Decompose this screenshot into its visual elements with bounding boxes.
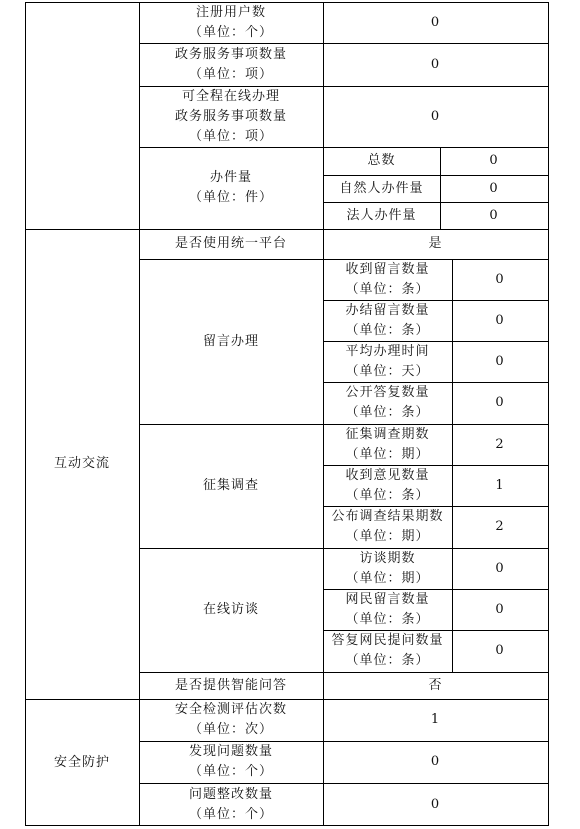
messages-label: 留言办理 <box>202 333 259 349</box>
table-border <box>139 741 549 742</box>
survey-periods-label: 征集调查期数 （单位：期） <box>345 426 430 462</box>
survey-results-value: 2 <box>495 519 505 534</box>
handling-total-label: 总数 <box>367 153 396 168</box>
table-border <box>25 2 26 826</box>
table-border <box>139 783 549 784</box>
registered-users-label: 注册用户数 （单位：个） <box>188 4 273 40</box>
service-items-value: 0 <box>430 56 441 72</box>
table-border <box>25 229 549 230</box>
messages-public-value: 0 <box>495 395 505 410</box>
registered-users-value: 0 <box>430 14 441 30</box>
table-border <box>139 424 549 425</box>
table-border <box>139 147 549 148</box>
table-border <box>139 43 549 44</box>
table-border <box>139 548 549 549</box>
section-security-label: 安全防护 <box>53 754 110 770</box>
interview-periods-label: 访谈期数 （单位：期） <box>345 550 430 586</box>
messages-received-value: 0 <box>495 271 505 287</box>
table-border <box>323 589 549 590</box>
interview-messages-label: 网民留言数量 （单位：条） <box>345 591 430 627</box>
security-found-value: 0 <box>430 754 441 769</box>
security-eval-value: 1 <box>430 712 441 727</box>
survey-periods-value: 2 <box>495 436 505 452</box>
table-border <box>323 465 549 466</box>
section-interaction: 互动交流 <box>53 456 110 471</box>
unified-platform-label: 是否使用统一平台 <box>174 236 287 251</box>
handling-total-value: 0 <box>489 153 499 168</box>
messages-avg-time-value: 0 <box>495 353 505 369</box>
table-border <box>323 506 549 507</box>
security-fixed-label: 问题整改数量 （单位：个） <box>188 786 273 822</box>
service-items-label: 政务服务事项数量 （单位：项） <box>174 46 287 82</box>
handling-natural-label: 自然人办件量 <box>339 180 424 196</box>
online-items-value: 0 <box>430 108 441 124</box>
security-fixed-value: 0 <box>430 796 441 812</box>
table-border <box>139 2 140 826</box>
handling-label: 办件量 （单位：件） <box>188 170 273 205</box>
messages-avg-time-label: 平均办理时间 （单位：天） <box>345 343 430 379</box>
interview-messages-value: 0 <box>495 601 505 617</box>
messages-received-label: 收到留言数量 （单位：条） <box>345 261 430 297</box>
table-border <box>139 259 549 260</box>
table-border <box>139 672 549 673</box>
interview-answers-label: 答复网民提问数量 （单位：条） <box>331 633 444 668</box>
table-border <box>323 300 549 301</box>
table-border <box>323 630 549 631</box>
interview-label: 在线访谈 <box>202 602 259 617</box>
survey-opinions-value: 1 <box>495 477 505 493</box>
interview-answers-value: 0 <box>495 643 505 658</box>
survey-label: 征集调查 <box>202 478 259 493</box>
smart-qa-label: 是否提供智能问答 <box>174 677 287 693</box>
table-border <box>323 341 549 342</box>
table-border <box>25 699 549 700</box>
messages-concluded-value: 0 <box>495 312 505 328</box>
messages-public-label: 公开答复数量 （单位：条） <box>345 385 430 420</box>
handling-legal-value: 0 <box>489 207 499 223</box>
interview-periods-value: 0 <box>495 560 505 576</box>
table-border <box>25 825 549 826</box>
table-border <box>323 175 549 176</box>
smart-qa-value: 否 <box>428 677 443 693</box>
table-border <box>323 2 324 826</box>
table-border <box>139 86 549 87</box>
handling-legal-label: 法人办件量 <box>346 207 417 223</box>
table-border <box>440 147 441 229</box>
survey-opinions-label: 收到意见数量 （单位：条） <box>345 467 430 503</box>
messages-concluded-label: 办结留言数量 （单位：条） <box>345 302 430 338</box>
table-border <box>25 2 549 3</box>
security-eval-label: 安全检测评估次数 （单位：次） <box>174 702 287 737</box>
unified-platform-value: 是 <box>428 236 443 251</box>
survey-results-label: 公布调查结果期数 （单位：期） <box>331 509 444 544</box>
table-border <box>323 382 549 383</box>
table-border <box>548 2 549 826</box>
online-items-label: 可全程在线办理 政务服务事项数量 （单位：项） <box>174 88 287 144</box>
security-found-label: 发现问题数量 （单位：个） <box>188 744 273 779</box>
table-border <box>323 202 549 203</box>
handling-natural-value: 0 <box>489 180 499 196</box>
